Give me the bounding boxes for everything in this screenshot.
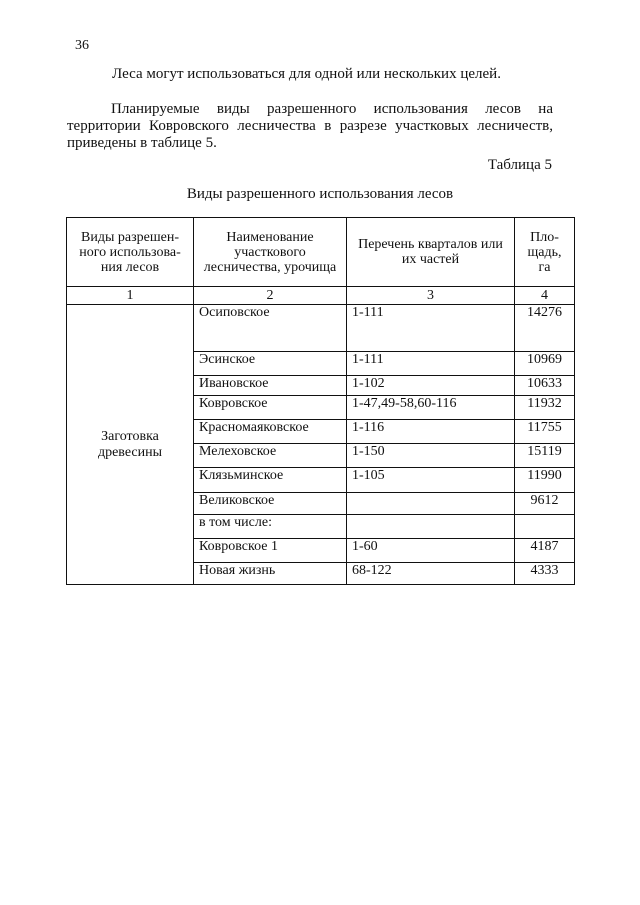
quarters: 1-116 [347,420,515,444]
quarters: 1-111 [347,352,515,376]
forestry-name: Великовское [194,493,347,515]
forestry-name: Мелеховское [194,444,347,468]
quarters: 1-105 [347,468,515,493]
area: 10633 [515,376,575,396]
area: 11932 [515,396,575,420]
table-label: Таблица 5 [487,157,552,173]
area: 4187 [515,539,575,563]
forestry-name: Ивановское [194,376,347,396]
forestry-name: Осиповское [194,305,347,352]
quarters: 1-150 [347,444,515,468]
quarters: 68-122 [347,563,515,585]
header-use-type: Виды разрешен-ного использова-ния лесов [67,218,194,287]
table-row [67,305,575,352]
area: 10969 [515,352,575,376]
forestry-name: Ковровское [194,396,347,420]
paragraph-2: Планируемые виды разрешенного использования лесов на территории Ковровского лесничества в разрезе участковых лесничеств, приведены в таблице 5. [67,101,553,151]
forestry-name: Клязьминское [194,468,347,493]
forestry-name: Красномаяковское [194,420,347,444]
page-number: 36 [75,38,89,53]
area [515,515,575,539]
use-type-cell: Заготовка древесины [67,305,194,585]
column-number: 1 [67,287,194,305]
area: 9612 [515,493,575,515]
quarters: 1-102 [347,376,515,396]
quarters [347,493,515,515]
column-number-row [67,287,575,305]
area: 11990 [515,468,575,493]
area: 11755 [515,420,575,444]
header-area: Пло-щадь, га [515,218,575,287]
table-header-row [67,218,575,287]
area: 14276 [515,305,575,352]
quarters: 1-60 [347,539,515,563]
forestry-name: в том числе: [194,515,347,539]
forestry-name: Новая жизнь [194,563,347,585]
forestry-name: Ковровское 1 [194,539,347,563]
quarters: 1-111 [347,305,515,352]
column-number: 3 [347,287,515,305]
column-number: 2 [194,287,347,305]
forestry-name: Эсинское [194,352,347,376]
column-number: 4 [515,287,575,305]
area: 15119 [515,444,575,468]
header-forestry-name: Наименование участкового лесничества, урочища [194,218,347,287]
forest-use-table [66,217,575,585]
quarters [347,515,515,539]
paragraph-1: Леса могут использоваться для одной или нескольких целей. [112,66,501,82]
table-title: Виды разрешенного использования лесов [186,186,454,202]
area: 4333 [515,563,575,585]
header-quarters: Перечень кварталов или их частей [347,218,515,287]
quarters: 1-47,49-58,60-116 [347,396,515,420]
